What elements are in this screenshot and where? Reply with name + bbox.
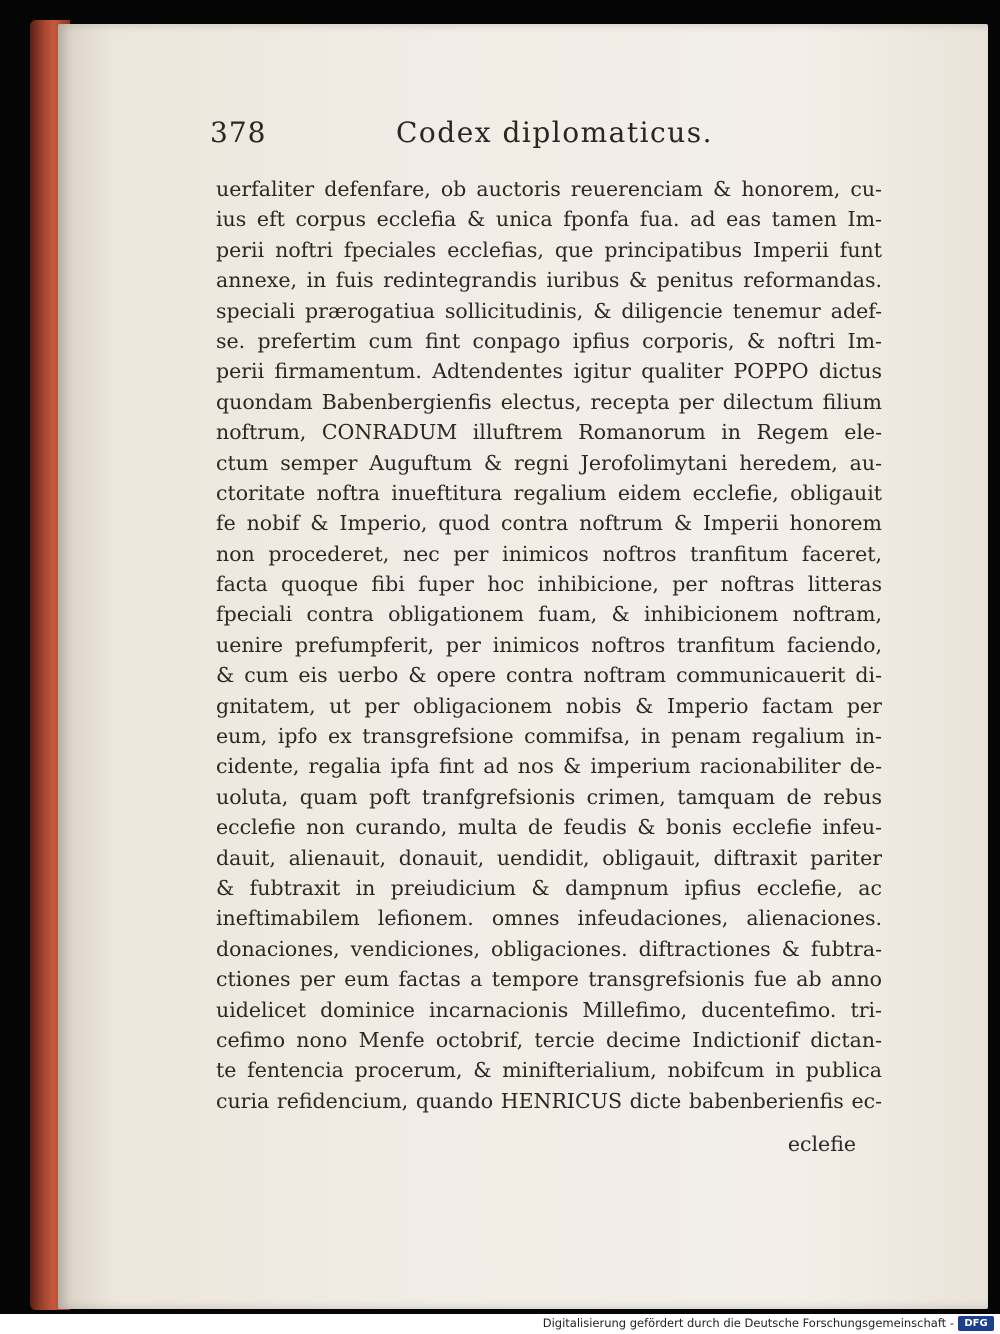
text-line: eum, ipfo ex transgrefsione commifsa, in penam regalium in- — [216, 724, 882, 749]
text-line: perii firmamentum. Adtendentes igitur qualiter POPPO dictus — [216, 359, 882, 384]
text-line: fe nobif & Imperio, quod contra noftrum & Imperii honorem — [216, 511, 882, 536]
text-line: perii noftri fpeciales ecclefias, que principatibus Imperii funt — [216, 237, 882, 262]
text-line: noftrum, CONRADUM illuftrem Romanorum in Regem ele- — [216, 420, 882, 445]
running-title: Codex diplomaticus. — [396, 116, 714, 149]
text-line: gnitatem, ut per obligacionem nobis & Imperio factam per — [216, 693, 882, 718]
page-number: 378 — [210, 116, 267, 149]
text-line: dauit, alienauit, donauit, uendidit, obligauit, diftraxit pariter — [216, 845, 882, 870]
text-line: quondam Babenbergienfis electus, recepta per dilectum filium — [216, 389, 882, 414]
text-line: curia refidencium, quando HENRICUS dicte babenberienfis ec- — [216, 1088, 882, 1113]
text-line: annexe, in fuis redintegrandis iuribus & penitus reformandas. — [216, 268, 882, 293]
text-line: uoluta, quam poft tranfgrefsionis crimen, tamquam de rebus — [216, 784, 882, 809]
catchword: eclefie — [787, 1132, 856, 1156]
footer-bar — [0, 1314, 1000, 1334]
text-line: ineftimabilem lefionem. omnes infeudaciones, alienaciones. — [216, 906, 882, 931]
dfg-logo: DFG — [958, 1316, 994, 1331]
text-line: uidelicet dominice incarnacionis Millefimo, ducentefimo. tri- — [216, 997, 882, 1022]
text-line: non procederet, nec per inimicos noftros tranfitum faceret, — [216, 541, 882, 566]
text-line: ctum semper Auguftum & regni Jerofolimytani heredem, au- — [216, 450, 882, 475]
text-line: se. prefertim cum fint conpago ipfius corporis, & noftri Im- — [216, 328, 882, 353]
text-line: uerfaliter defenfare, ob auctoris reuerenciam & honorem, cu- — [216, 177, 882, 201]
text-line: speciali prærogatiua sollicitudinis, & diligencie tenemur adef- — [216, 298, 882, 323]
text-line: & fubtraxit in preiudicium & dampnum ipfius ecclefie, ac — [216, 875, 882, 900]
text-line: ctoritate noftra inueftitura regalium eidem ecclefie, obligauit — [216, 480, 882, 505]
text-line: & cum eis uerbo & opere contra noftram communicauerit di- — [216, 663, 882, 688]
body-text — [216, 174, 882, 1116]
text-line: fpeciali contra obligationem fuam, & inhibicionem noftram, — [216, 602, 882, 627]
text-line: te fentencia procerum, & minifterialium, nobifcum in publica — [216, 1058, 882, 1083]
footer-credit: Digitalisierung gefördert durch die Deutsche Forschungsgemeinschaft - — [542, 1316, 954, 1330]
text-line: cidente, regalia ipfa fint ad nos & imperium racionabiliter de- — [216, 754, 882, 779]
text-line: donaciones, vendiciones, obligaciones. diftractiones & fubtra- — [216, 936, 882, 961]
text-line: ius eft corpus ecclefia & unica fponfa fua. ad eas tamen Im- — [216, 207, 882, 232]
text-line: uenire prefumpferit, per inimicos noftros tranfitum faciendo, — [216, 632, 882, 657]
text-line: ecclefie non curando, multa de feudis & bonis ecclefie infeu- — [216, 815, 882, 840]
text-line: ctiones per eum factas a tempore transgrefsionis fue ab anno — [216, 967, 882, 992]
page-header — [210, 116, 870, 156]
text-line: facta quoque fibi fuper hoc inhibicione, per noftras litteras — [216, 572, 882, 597]
text-line: cefimo nono Menfe octobrif, tercie decime Indictionif dictan- — [216, 1027, 882, 1052]
